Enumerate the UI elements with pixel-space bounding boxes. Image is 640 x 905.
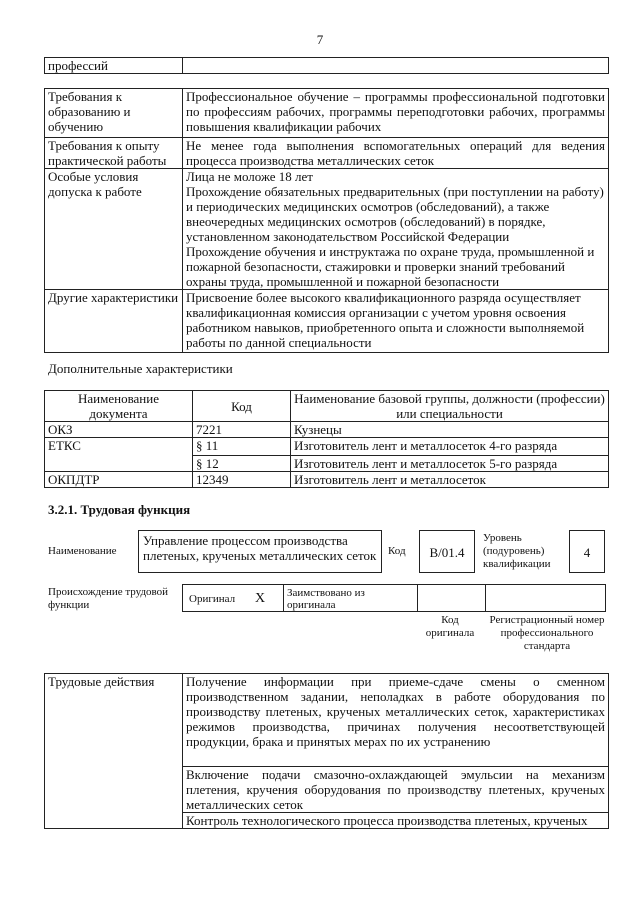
admission-label: Особые условия допуска к работе: [45, 169, 183, 290]
table-row-code: § 12: [193, 456, 291, 472]
top-fragment-label: профессий: [45, 58, 183, 74]
general-table: [44, 88, 609, 353]
borrowed-label: Заимствовано из оригинала: [287, 587, 365, 611]
original-mark: X: [255, 591, 266, 606]
admission-age: Лица не моложе 18 лет: [186, 169, 313, 184]
actions-table: [44, 673, 609, 829]
other-text: Присвоение более высокого квалификационного разряда осуществляет квалификационная комиссия организации с учетом уровня освоения работником навыков, приобретенного опыта и сложности выполняемой работы по данной специальности: [186, 290, 585, 350]
col-document-header: Наименование документа: [45, 391, 193, 422]
education-label: Требования к образованию и обучению: [45, 89, 183, 138]
experience-text: Не менее года выполнения вспомогательных операций для ведения процесса производства металлических сеток: [186, 138, 605, 168]
additional-table: [44, 390, 609, 488]
page-number: 7: [316, 32, 324, 47]
function-name-label: Наименование: [48, 545, 117, 557]
action-item: Контроль технологического процесса производства плетеных, крученых: [183, 813, 609, 829]
reg-number-label: Регистрационный номер профессионального стандарта: [489, 614, 605, 652]
code-original-label: Код оригинала: [425, 614, 475, 639]
table-row-name: Изготовитель лент и металлосеток: [291, 472, 609, 488]
actions-label: Трудовые действия: [45, 674, 183, 829]
action-item: Включение подачи смазочно-охлаждающей эмульсии на механизм плетения, кручения оборудования по производству плетеных, крученых металлических сеток: [183, 767, 609, 813]
experience-label: Требования к опыту практической работы: [45, 138, 183, 169]
code-box: [419, 530, 475, 573]
table-row-code: 12349: [193, 472, 291, 488]
level-label: Уровень (подуровень) квалификации: [483, 532, 551, 570]
function-name-value: Управление процессом производства плетеных, крученых металлических сеток: [143, 533, 377, 563]
level-value: 4: [583, 545, 591, 560]
additional-heading: Дополнительные характеристики: [48, 361, 233, 376]
admission-value: [183, 169, 609, 290]
code-label: Код: [388, 545, 406, 557]
function-heading: 3.2.1. Трудовая функция: [48, 502, 191, 517]
col-code-header: Код: [193, 391, 291, 422]
top-fragment-value: [183, 58, 609, 74]
other-label: Другие характеристики: [45, 290, 183, 353]
education-value: [183, 89, 609, 138]
education-text: Профессиональное обучение – программы профессиональной подготовки по профессиям рабочих, программы переподготовки рабочих, программы повышения квалификации рабочих: [186, 89, 605, 134]
table-row-name: Изготовитель лент и металлосеток 4-го разряда: [291, 438, 609, 456]
function-name-box: [138, 530, 382, 573]
table-row-code: 7221: [193, 422, 291, 438]
code-value: В/01.4: [429, 545, 465, 560]
table-row-doc: ЕТКС: [45, 438, 193, 472]
top-fragment-table: [44, 57, 609, 74]
table-row-code: § 11: [193, 438, 291, 456]
table-row-doc: ОКЗ: [45, 422, 193, 438]
origin-label: Происхождение трудовой функции: [48, 586, 169, 611]
action-item: Получение информации при приеме-сдаче смены о сменном производственном задании, неполадках в работе оборудования по производству плетеных, крученых металлических сеток, характеристиках режимов производства, причинах получения несоответствующей продукции, брака и принятых мерах по их устранению: [183, 674, 609, 767]
other-value: [183, 290, 609, 353]
col-group-header: Наименование базовой группы, должности (профессии) или специальности: [291, 391, 609, 422]
experience-value: [183, 138, 609, 169]
level-box: [569, 530, 605, 573]
original-label: Оригинал: [189, 593, 236, 605]
admission-medical: Прохождение обязательных предварительных (при поступлении на работу) и периодических медицинских осмотров (обследований), а также внеочередных медицинских осмотров (обследований) в порядке, установленном законодательством Российской Федерации: [186, 184, 604, 244]
origin-box: [182, 584, 606, 612]
table-row-doc: ОКПДТР: [45, 472, 193, 488]
table-row-name: Изготовитель лент и металлосеток 5-го разряда: [291, 456, 609, 472]
table-row-name: Кузнецы: [291, 422, 609, 438]
admission-training: Прохождение обучения и инструктажа по охране труда, промышленной и пожарной безопасности, стажировки и проверки знаний требований охраны труда, промышленной и пожарной безопасности: [186, 244, 595, 289]
